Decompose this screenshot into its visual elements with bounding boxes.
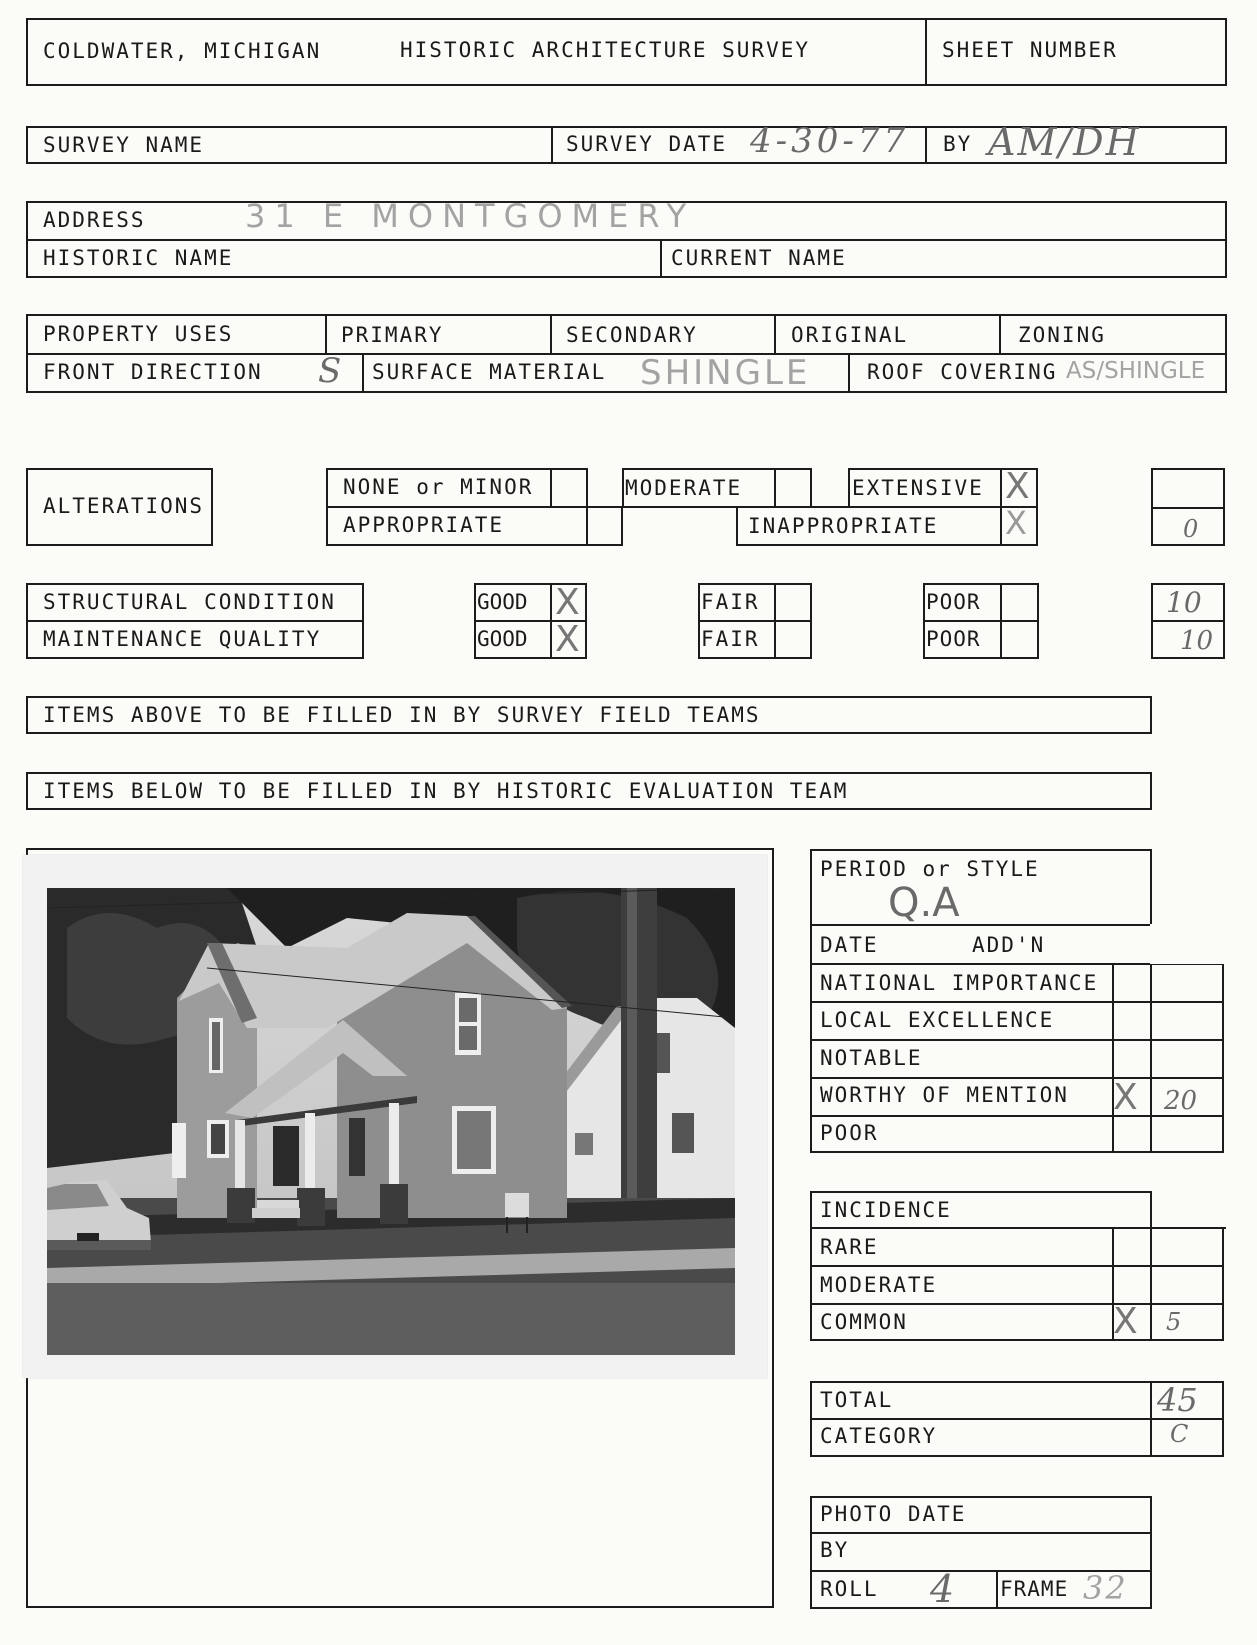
category-label: CATEGORY (820, 1424, 938, 1448)
address-divider (26, 239, 1227, 241)
incidence-label: INCIDENCE (820, 1198, 952, 1222)
poor-check-divider (1000, 583, 1002, 659)
sheet-number-label: SHEET NUMBER (942, 38, 1118, 62)
eval-poor-label: POOR (820, 1121, 879, 1145)
property-col-5 (362, 353, 364, 393)
eval-date-label: DATE (820, 933, 879, 957)
city-label: COLDWATER, MICHIGAN (43, 39, 322, 63)
worthy-label: WORTHY OF MENTION (820, 1083, 1069, 1107)
structural-good-label: GOOD (477, 590, 528, 614)
incidence-moderate-label: MODERATE (820, 1273, 938, 1297)
roll-label: ROLL (820, 1577, 879, 1601)
incidence-row-2 (810, 1303, 1224, 1305)
moderate-label: MODERATE (625, 476, 743, 500)
structural-good-check: X (555, 582, 580, 623)
property-divider (26, 353, 1227, 355)
front-direction-value: S (318, 351, 342, 391)
common-score: 5 (1166, 1308, 1182, 1336)
none-minor-check-divider (550, 468, 552, 508)
header-divider (925, 18, 927, 86)
surface-material-label: SURFACE MATERIAL (372, 360, 607, 384)
eval-row-2 (810, 1001, 1224, 1003)
roll-value: 4 (930, 1567, 955, 1611)
appropriate-check-divider (586, 506, 588, 546)
eval-addn-label: ADD'N (972, 933, 1046, 957)
form-title: HISTORIC ARCHITECTURE SURVEY (400, 38, 811, 62)
primary-label: PRIMARY (341, 323, 444, 347)
property-col-4 (999, 314, 1001, 353)
zoning-label: ZONING (1018, 323, 1106, 347)
survey-divider-1 (551, 126, 553, 164)
eval-row-4 (810, 1077, 1224, 1079)
survey-date-value: 4-30-77 (750, 121, 910, 161)
current-name-label: CURRENT NAME (671, 246, 847, 270)
extensive-check-divider (1000, 468, 1002, 508)
fair-box-divider (698, 620, 812, 622)
front-direction-label: FRONT DIRECTION (43, 360, 263, 384)
property-uses-label: PROPERTY USES (43, 322, 234, 346)
local-excellence-label: LOCAL EXCELLENCE (820, 1008, 1055, 1032)
period-label: PERIOD or STYLE (820, 857, 1040, 881)
alterations-label: ALTERATIONS (43, 494, 205, 518)
eval-col-2 (1150, 963, 1152, 1153)
secondary-label: SECONDARY (566, 323, 698, 347)
eval-col-1 (1112, 963, 1114, 1153)
roof-covering-value: AS/SHINGLE (1066, 358, 1206, 384)
category-value: C (1170, 1420, 1189, 1448)
maintenance-fair-label: FAIR (701, 627, 760, 651)
total-label: TOTAL (820, 1388, 894, 1412)
condition-score-divider (1151, 620, 1225, 622)
survey-name-label: SURVEY NAME (43, 133, 205, 157)
inappropriate-check-mark: X (1005, 504, 1027, 542)
roof-covering-label: ROOF COVERING (867, 360, 1058, 384)
extensive-check-mark: X (1005, 466, 1030, 507)
field-teams-note: ITEMS ABOVE TO BE FILLED IN BY SURVEY FIELD TEAMS (43, 703, 761, 727)
surface-material-value: SHINGLE (640, 353, 811, 393)
survey-date-label: SURVEY DATE (566, 132, 728, 156)
alterations-score-divider (1151, 507, 1225, 509)
photo-info-row-1 (810, 1532, 1152, 1534)
survey-divider-2 (925, 126, 927, 164)
incidence-row-1 (810, 1265, 1224, 1267)
address-value: 31 E MONTGOMERY (245, 197, 696, 235)
none-minor-label: NONE or MINOR (343, 475, 534, 499)
historic-name-label: HISTORIC NAME (43, 246, 234, 270)
national-importance-label: NATIONAL IMPORTANCE (820, 971, 1099, 995)
worthy-score: 20 (1164, 1086, 1198, 1116)
photo-by-label: BY (820, 1538, 850, 1562)
condition-label-divider (26, 620, 364, 622)
property-col-6 (848, 353, 850, 393)
common-check-mark: X (1113, 1301, 1138, 1342)
totals-col (1150, 1381, 1152, 1457)
name-divider (660, 239, 662, 277)
structural-condition-label: STRUCTURAL CONDITION (43, 590, 336, 614)
total-value: 45 (1157, 1381, 1198, 1419)
survey-by-value: AM/DH (988, 120, 1141, 164)
photo-info-col (996, 1570, 998, 1609)
maintenance-good-label: GOOD (477, 627, 528, 651)
extensive-label: EXTENSIVE (852, 476, 984, 500)
address-label: ADDRESS (43, 208, 146, 232)
photo-date-label: PHOTO DATE (820, 1502, 967, 1526)
rare-label: RARE (820, 1235, 879, 1259)
incidence-col-2 (1150, 1227, 1152, 1341)
notable-label: NOTABLE (820, 1046, 923, 1070)
maintenance-poor-label: POOR (926, 627, 981, 651)
property-col-3 (774, 314, 776, 353)
eval-row-5 (810, 1115, 1224, 1117)
appropriate-label: APPROPRIATE (343, 513, 505, 537)
original-label: ORIGINAL (791, 323, 909, 347)
property-col-2 (550, 314, 552, 353)
inappropriate-check-divider (1000, 506, 1002, 546)
moderate-check-divider (774, 468, 776, 508)
period-value: Q.A (888, 880, 960, 926)
eval-row-3 (810, 1039, 1224, 1041)
worthy-check-mark: X (1113, 1077, 1138, 1118)
evaluation-team-note: ITEMS BELOW TO BE FILLED IN BY HISTORIC EVALUATION TEAM (43, 779, 849, 803)
structural-score: 10 (1166, 586, 1202, 619)
incidence-row-0 (1112, 1227, 1226, 1229)
poor-box-divider (923, 620, 1039, 622)
eval-date-notch (1150, 924, 1226, 964)
good-check-divider (550, 583, 552, 659)
survey-by-label: BY (943, 132, 973, 156)
frame-value: 32 (1083, 1569, 1128, 1607)
structural-fair-label: FAIR (701, 590, 760, 614)
common-label: COMMON (820, 1310, 908, 1334)
maintenance-quality-label: MAINTENANCE QUALITY (43, 627, 322, 651)
alterations-score: 0 (1183, 515, 1199, 543)
structural-poor-label: POOR (926, 590, 981, 614)
house-photo (47, 888, 735, 1355)
maintenance-good-check: X (555, 619, 580, 660)
fair-check-divider (774, 583, 776, 659)
inappropriate-label: INAPPROPRIATE (748, 514, 939, 538)
property-col-1 (325, 314, 327, 353)
frame-label: FRAME (1000, 1577, 1069, 1601)
maintenance-score: 10 (1180, 626, 1214, 656)
